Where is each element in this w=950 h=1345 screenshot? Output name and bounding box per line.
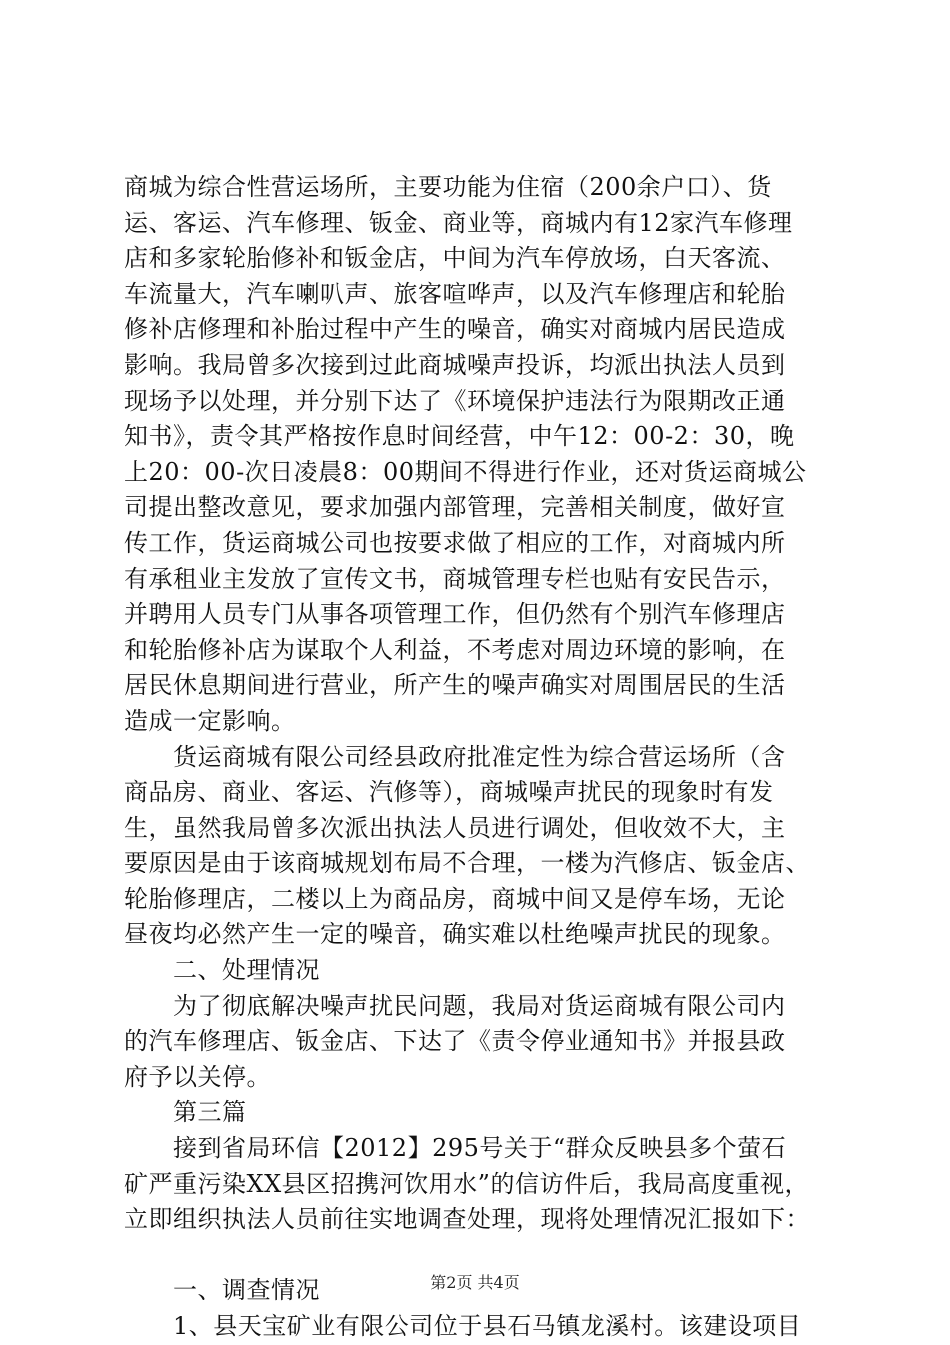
text-line: 为了彻底解决噪声扰民问题，我局对货运商城有限公司内	[124, 991, 786, 1020]
section-heading: 二、处理情况	[124, 956, 320, 985]
text-line: 商城为综合性营运场所，主要功能为住宿（200余户口）、货	[124, 173, 772, 201]
text-line: 司提出整改意见，要求加强内部管理，完善相关制度，做好宣	[124, 493, 786, 522]
text-line: 立即组织执法人员前往实地调查处理，现将处理情况汇报如下：	[124, 1205, 810, 1234]
text-line: 矿严重污染XX县区招携河饮用水”的信访件后，我局高度重视，	[124, 1169, 809, 1198]
text-line: 的汽车修理店、钣金店、下达了《责令停业通知书》并报县政	[124, 1027, 786, 1056]
text-line: 修补店修理和补胎过程中产生的噪音，确实对商城内居民造成	[124, 315, 786, 344]
blank-line	[124, 1238, 834, 1274]
text-line: 店和多家轮胎修补和钣金店，中间为汽车停放场，白天客流、	[124, 244, 786, 273]
text-line: 要原因是由于该商城规划布局不合理，一楼为汽修店、钣金店、	[124, 849, 810, 878]
text-line: 车流量大，汽车喇叭声、旅客喧哗声，以及汽车修理店和轮胎	[124, 279, 786, 308]
text-line: 传工作，货运商城公司也按要求做了相应的工作，对商城内所	[124, 528, 786, 557]
text-line: 生，虽然我局曾多次派出执法人员进行调处，但收效不大，主	[124, 813, 786, 842]
text-line: 运、客运、汽车修理、钣金、商业等，商城内有12家汽车修理	[124, 208, 793, 237]
section-heading: 一、调查情况	[124, 1276, 320, 1305]
text-line: 有承租业主发放了宣传文书，商城管理专栏也贴有安民告示，	[124, 564, 786, 593]
text-line: 现场予以处理，并分别下达了《环境保护违法行为限期改正通	[124, 386, 786, 415]
text-line: 上20：00-次日凌晨8：00期间不得进行作业，还对货运商城公	[124, 457, 807, 486]
text-line: 府予以关停。	[124, 1062, 271, 1091]
text-line: 商品房、商业、客运、汽修等），商城噪声扰民的现象时有发	[124, 778, 774, 807]
text-line: 1、县天宝矿业有限公司位于县石马镇龙溪村。该建设项目	[124, 1312, 802, 1340]
document-body	[124, 170, 834, 1345]
text-line: 昼夜均必然产生一定的噪音，确实难以杜绝噪声扰民的现象。	[124, 920, 786, 949]
text-line: 并聘用人员专门从事各项管理工作，但仍然有个别汽车修理店	[124, 600, 786, 629]
text-line: 和轮胎修补店为谋取个人利益，不考虑对周边环境的影响，在	[124, 635, 786, 664]
text-line: 轮胎修理店，二楼以上为商品房，商城中间又是停车场，无论	[124, 884, 786, 913]
text-line: 居民休息期间进行营业，所产生的噪声确实对周围居民的生活	[124, 671, 786, 700]
page-footer: 第2页 共4页	[430, 1273, 520, 1292]
text-line: 知书》，责令其严格按作息时间经营，中午12：00-2：30，晚	[124, 422, 795, 451]
text-line: 货运商城有限公司经县政府批准定性为综合营运场所（含	[124, 742, 786, 771]
text-line: 影响。我局曾多次接到过此商城噪声投诉，均派出执法人员到	[124, 350, 786, 379]
text-line: 接到省局环信【2012】295号关于“群众反映县多个萤石	[124, 1134, 787, 1163]
section-heading: 第三篇	[124, 1098, 247, 1127]
text-line: 造成一定影响。	[124, 706, 296, 735]
